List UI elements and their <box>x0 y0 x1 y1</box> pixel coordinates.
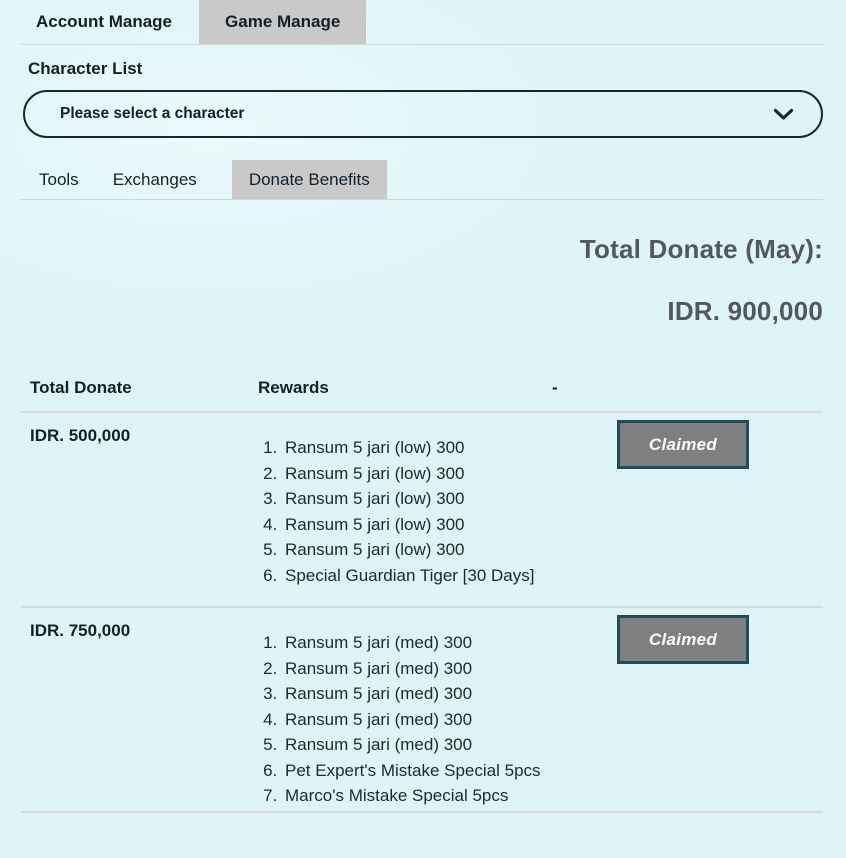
table-row <box>21 608 823 813</box>
main-tab-bar <box>21 0 823 45</box>
total-donate-title: Total Donate (May): <box>579 234 823 264</box>
sub-tab-bar <box>21 160 823 200</box>
reward-item: 4. Ransum 5 jari (med) 300 <box>282 707 543 733</box>
total-donate-value: IDR. 500,000 <box>30 426 131 445</box>
reward-item: 4. Ransum 5 jari (low) 300 <box>282 512 543 538</box>
tab-donate-benefits[interactable]: Donate Benefits <box>232 160 387 199</box>
reward-item: 1. Ransum 5 jari (low) 300 <box>282 435 543 461</box>
rewards-table <box>21 368 823 813</box>
reward-item: 6. Pet Expert's Mistake Special 5pcs <box>282 758 543 784</box>
chevron-down-icon <box>773 108 794 121</box>
character-list-heading: Character List <box>28 59 143 78</box>
character-select[interactable] <box>23 90 823 138</box>
character-select-placeholder: Please select a character <box>60 105 245 122</box>
header-rewards: Rewards <box>258 378 329 397</box>
reward-item: 2. Ransum 5 jari (med) 300 <box>282 656 543 682</box>
page-container <box>21 0 823 813</box>
total-donate-value: IDR. 750,000 <box>30 621 131 640</box>
claimed-button[interactable]: Claimed <box>617 615 749 664</box>
total-donate-amount: IDR. 900,000 <box>667 296 823 326</box>
action-cell <box>543 413 823 588</box>
rewards-list <box>253 630 543 809</box>
tab-account-manage[interactable]: Account Manage <box>36 12 173 31</box>
tab-game-manage[interactable]: Game Manage <box>199 0 366 44</box>
reward-item: 3. Ransum 5 jari (low) 300 <box>282 486 543 512</box>
rewards-list <box>253 435 543 588</box>
rewards-cell <box>253 413 543 588</box>
reward-item: 6. Special Guardian Tiger [30 Days] <box>282 563 543 589</box>
reward-item: 5. Ransum 5 jari (med) 300 <box>282 732 543 758</box>
claimed-button[interactable]: Claimed <box>617 420 749 469</box>
table-header <box>21 368 823 413</box>
donate-summary <box>21 234 823 327</box>
table-body <box>21 413 823 813</box>
table-row <box>21 413 823 608</box>
reward-item: 5. Ransum 5 jari (low) 300 <box>282 537 543 563</box>
reward-item: 7. Marco's Mistake Special 5pcs <box>282 783 543 809</box>
reward-item: 3. Ransum 5 jari (med) 300 <box>282 681 543 707</box>
tab-exchanges[interactable]: Exchanges <box>112 169 197 189</box>
tab-tools[interactable]: Tools <box>39 169 79 189</box>
header-action: - <box>552 378 558 397</box>
header-total-donate: Total Donate <box>30 378 132 397</box>
reward-item: 2. Ransum 5 jari (low) 300 <box>282 461 543 487</box>
action-cell <box>543 608 823 809</box>
rewards-cell <box>253 608 543 809</box>
reward-item: 1. Ransum 5 jari (med) 300 <box>282 630 543 656</box>
